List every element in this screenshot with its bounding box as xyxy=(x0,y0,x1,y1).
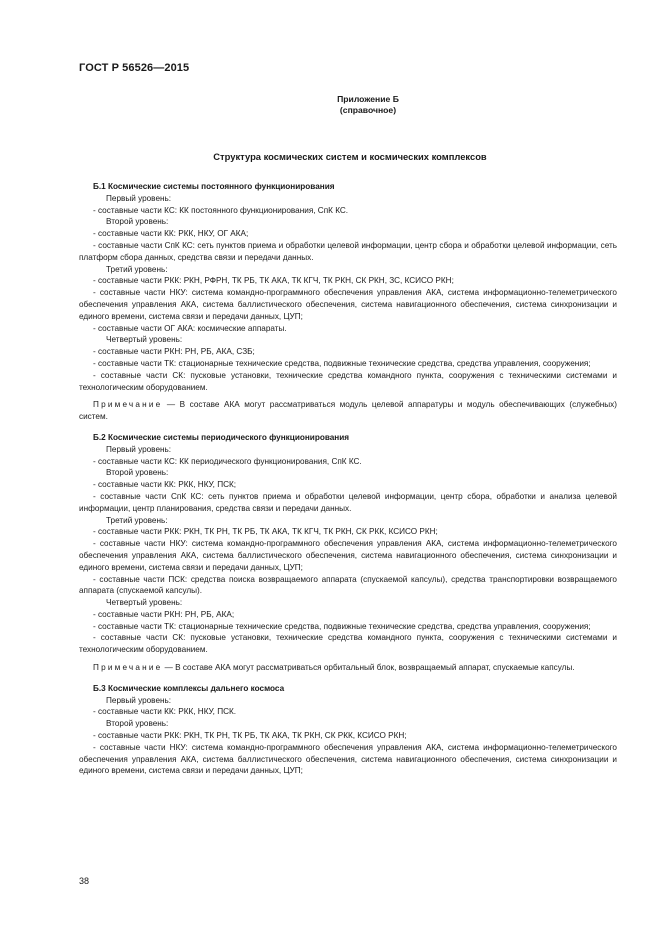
appendix-title: Приложение Б xyxy=(337,94,399,104)
list-item: - составные части СК: пусковые установки, технические средства командного пункта, сооружения с техническими системами и технологическим оборудованием. xyxy=(79,370,617,392)
list-item: - составные части НКУ: система командно-программного обеспечения управления АКА, система информационно-телеметрического обеспечения управления АКА, система баллистического обеспечения, система навигационного обеспечения, система синхронизации и единого времени, система связи и передачи данных, ЦУП; xyxy=(79,288,617,321)
level-heading: Четвертый уровень: xyxy=(106,335,183,345)
list-item: - составные части КК: РКК, НКУ, ОГ АКА; xyxy=(93,229,249,239)
section-1 xyxy=(79,181,617,423)
section-title: Б.2 Космические системы периодического функционирования xyxy=(93,432,350,442)
level-heading: Первый уровень: xyxy=(106,444,172,454)
document-body xyxy=(79,181,617,777)
note-label: Примечание xyxy=(93,400,163,410)
section-gap xyxy=(93,423,617,432)
list-item: - составные части КК: РКК, НКУ, ПСК; xyxy=(93,480,237,490)
level-heading: Второй уровень: xyxy=(106,719,169,729)
appendix-heading xyxy=(0,94,661,116)
main-title: Структура космических систем и космических комплексов xyxy=(213,151,487,162)
list-item: - составные части КС: КК постоянного функционирования, СпК КС. xyxy=(93,205,349,215)
list-item: - составные части ТК: стационарные технические средства, подвижные технические средства, средства управления, сооружения; xyxy=(93,358,591,368)
note xyxy=(79,399,617,423)
level-heading: Четвертый уровень: xyxy=(106,598,183,608)
section-2 xyxy=(79,432,617,674)
note-text: — В составе АКА могут рассматриваться орбитальный блок, возвращаемый аппарат, спускаемые капсулы. xyxy=(162,663,575,673)
section-gap xyxy=(93,674,617,683)
list-item: - составные части СпК КС: сеть пунктов приема и обработки целевой информации, центр сбора и обработки целевой информации, сеть платформ сбора данных, средства связи и передачи данных. xyxy=(79,240,617,262)
list-item: - составные части СпК КС: сеть пунктов приема и обработки целевой информации, центр сбора, обработки и анализа целевой информации, центр планирования, средства связи и передачи данных. xyxy=(79,491,617,513)
list-item: - составные части СК: пусковые установки, технические средства командного пункта, сооружения с техническими системами и технологическим оборудованием. xyxy=(79,633,617,655)
section-3 xyxy=(79,683,617,777)
page-number: 38 xyxy=(79,876,90,886)
list-item: - составные части РКК: РКН, ТК РН, ТК РБ, ТК АКА, ТК КГЧ, ТК РКН, СК РКК, КСИСО РКН; xyxy=(93,527,438,537)
note xyxy=(79,662,617,674)
list-item: - составные части НКУ: система командно-программного обеспечения управления АКА, система информационно-телеметрического обеспечения управления АКА, система баллистического обеспечения, система навигационного обеспечения, система синхронизации и единого времени, система связи и передачи данных, ЦУП; xyxy=(79,539,617,572)
note-label: Примечание xyxy=(93,663,163,673)
document-header: ГОСТ Р 56526—2015 xyxy=(79,62,190,74)
level-heading: Первый уровень: xyxy=(106,193,172,203)
list-item: - составные части ОГ АКА: космические аппараты. xyxy=(93,323,287,333)
appendix-subtitle: (справочное) xyxy=(339,105,397,115)
level-heading: Первый уровень: xyxy=(106,695,172,705)
level-heading: Третий уровень: xyxy=(106,515,168,525)
list-item: - составные части КС: КК периодического функционирования, СпК КС. xyxy=(93,456,362,466)
list-item: - составные части ТК: стационарные технические средства, подвижные технические средства, средства управления, сооружения; xyxy=(93,621,591,631)
list-item: - составные части РКН: РН, РБ, АКА; xyxy=(93,609,235,619)
level-heading: Второй уровень: xyxy=(106,468,169,478)
list-item: - составные части РКК: РКН, РФРН, ТК РБ, ТК АКА, ТК КГЧ, ТК РКН, СК РКН, ЗС, КСИСО РКН; xyxy=(93,276,454,286)
list-item: - составные части ПСК: средства поиска возвращаемого аппарата (спускаемой капсулы), средства транспортировки возвращаемого аппарата (спускаемой капсулы). xyxy=(79,574,617,596)
level-heading: Второй уровень: xyxy=(106,217,169,227)
section-title: Б.3 Космические комплексы дальнего космоса xyxy=(93,683,285,693)
note-text: — В составе АКА могут рассматриваться модуль целевой аппаратуры и модуль обеспечивающих (служебных) систем. xyxy=(79,400,617,422)
level-heading: Третий уровень: xyxy=(106,264,168,274)
section-title: Б.1 Космические системы постоянного функционирования xyxy=(93,182,335,191)
list-item: - составные части НКУ: система командно-программного обеспечения управления АКА, система информационно-телеметрического обеспечения управления АКА, система баллистического обеспечения, система навигационного обеспечения, система синхронизации и единого времени, система связи и передачи данных, ЦУП; xyxy=(79,742,617,776)
list-item: - составные части РКН: РН, РБ, АКА, СЗБ; xyxy=(93,347,255,357)
list-item: - составные части РКК: РКН, ТК РН, ТК РБ, ТК АКА, ТК РКН, СК РКК, КСИСО РКН; xyxy=(93,731,407,741)
list-item: - составные части КК: РКК, НКУ, ПСК. xyxy=(93,707,237,717)
